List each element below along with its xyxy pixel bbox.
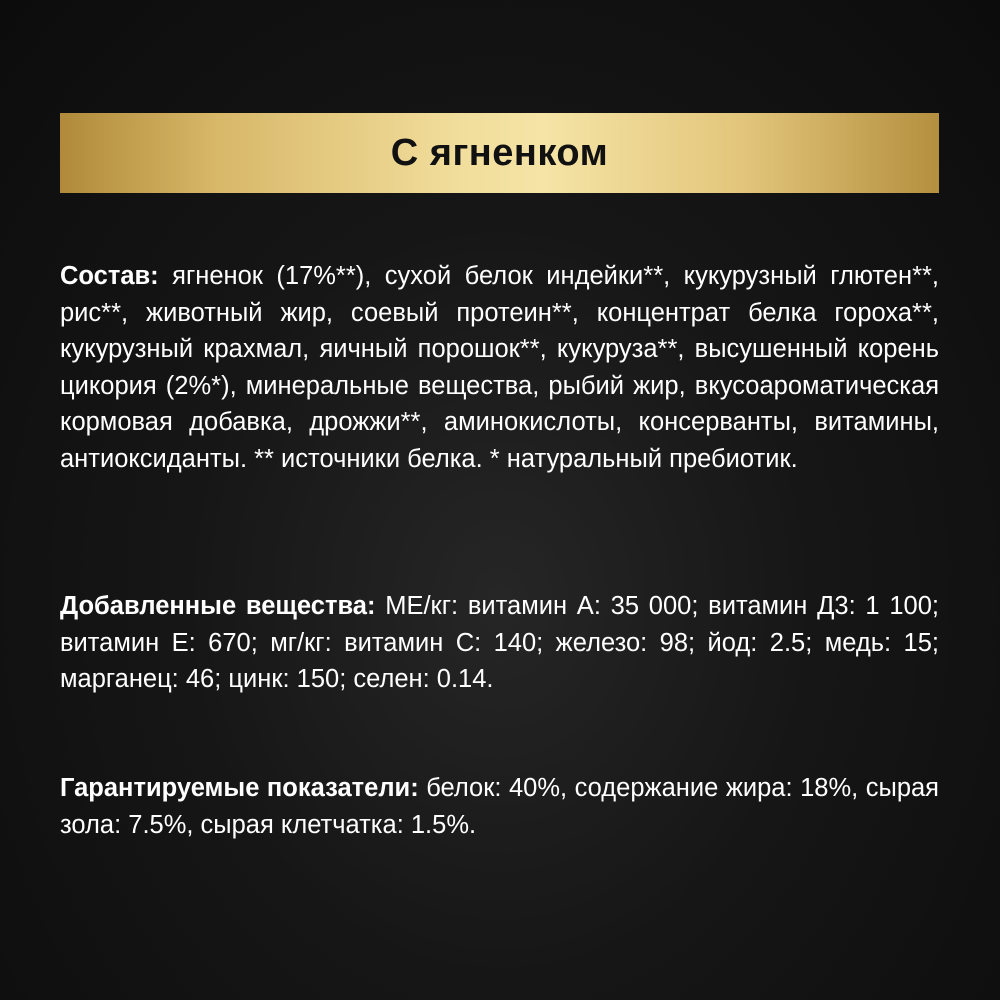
guaranteed-section: [60, 770, 939, 843]
guaranteed-text: белок: 40%, содержание жира: 18%, сырая зола: 7.5%, сырая клетчатка: 1.5%.: [60, 774, 939, 839]
title-banner: [60, 113, 939, 193]
banner-title: С ягненком: [390, 131, 609, 174]
composition-text: ягненок (17%**), сухой белок индейки**, кукурузный глютен**, рис**, животный жир, соевый протеин**, концентрат белка гороха**, кукурузный крахмал, яичный порошок**, кукуруза**, высушенный корень цикория (2%*), минеральные вещества, рыбий жир, вкусоароматическая кормовая добавка, дрожжи**, аминокислоты, консерванты, витамины, антиоксиданты. ** источники белка. * натуральный пребиотик.: [60, 262, 939, 473]
composition-label: Состав:: [60, 262, 159, 290]
additives-text: МЕ/кг: витамин А: 35 000; витамин Д3: 1 100; витамин Е: 670; мг/кг: витамин С: 140; железо: 98; йод: 2.5; медь: 15; марганец: 46; цинк: 150; селен: 0.14.: [60, 592, 939, 694]
additives-section: [60, 588, 939, 698]
composition-section: [60, 258, 939, 478]
additives-label: Добавленные вещества:: [60, 592, 376, 620]
guaranteed-label: Гарантируемые показатели:: [60, 774, 419, 802]
